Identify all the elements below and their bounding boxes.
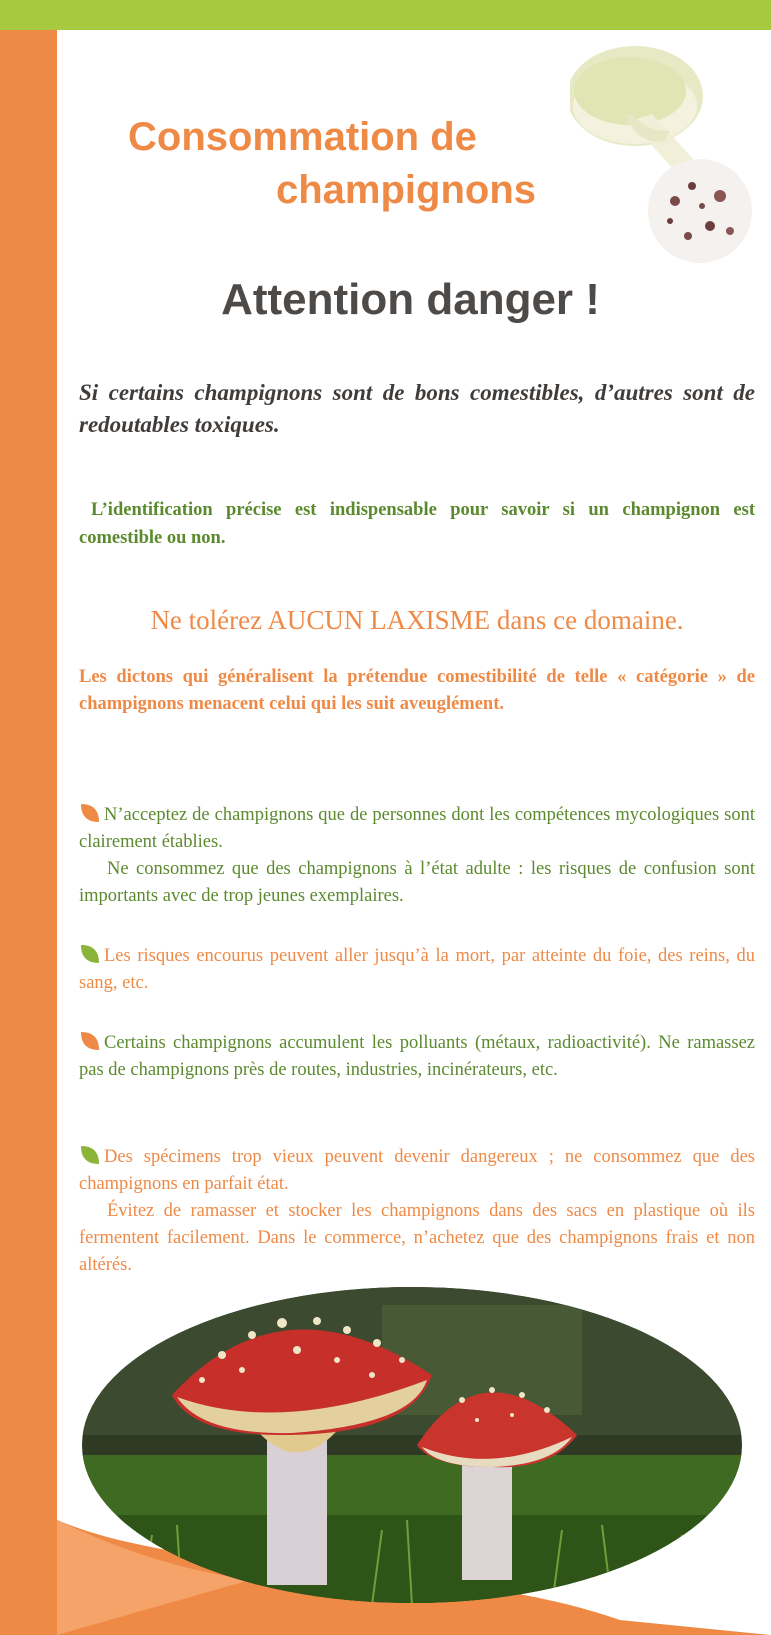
subtitle-bold: Attention [221,275,415,324]
fly-agaric-photo [82,1285,742,1605]
advice-item-1b: Ne consommez que des champignons à l’état adulte : les risques de confusion sont importants avec de trop jeunes exemplaires. [79,859,755,906]
death-cap-mushroom-image [570,36,765,266]
advice-item-1 [79,802,755,856]
leaf-bullet-orange-icon [79,802,101,824]
leaf-bullet-orange-icon [79,1030,101,1052]
top-green-band [0,0,771,30]
advice-item-4b: Évitez de ramasser et stocker les champignons dans des sacs en plastique où ils fermentent facilement. Dans le commerce, n’achetez que des champignons frais et non altérés. [79,1201,755,1275]
intro-paragraph: Si certains champignons sont de bons comestibles, d’autres sont de redoutables toxiques. [79,380,755,437]
leaf-bullet-green-icon [79,1144,101,1166]
advice-item-3 [79,1030,755,1084]
advice-text-1: N’acceptez de champignons que de personnes dont les compétences mycologiques sont clairement établies. [79,805,755,852]
title-line-1: Consommation de [128,115,477,159]
advice-text-2: Les risques encourus peuvent aller jusqu’à la mort, par atteinte du foie, des reins, du sang, etc. [79,946,755,993]
advice-text-3: Certains champignons accumulent les polluants (métaux, radioactivité). Ne ramassez pas de champignons près de routes, industries, incinérateurs, etc. [79,1033,755,1080]
title-line-2: champignons [276,168,537,212]
identification-paragraph: L’identification précise est indispensable pour savoir si un champignon est comestible ou non. [79,500,755,548]
advice-text-4: Des spécimens trop vieux peuvent devenir dangereux ; ne consommez que des champignons en parfait état. [79,1147,755,1194]
subtitle-rest: danger ! [414,275,600,324]
left-orange-band [0,30,57,1635]
leaf-bullet-green-icon [79,943,101,965]
subtitle [0,275,771,325]
advice-item-2 [79,943,755,997]
advice-item-4 [79,1144,755,1198]
laxisme-warning: Ne tolérez AUCUN LAXISME dans ce domaine. [150,605,684,635]
dictons-paragraph: Les dictons qui généralisent la prétendue comestibilité de telle « catégorie » de champignons menacent celui qui les suit aveuglément. [79,667,755,714]
